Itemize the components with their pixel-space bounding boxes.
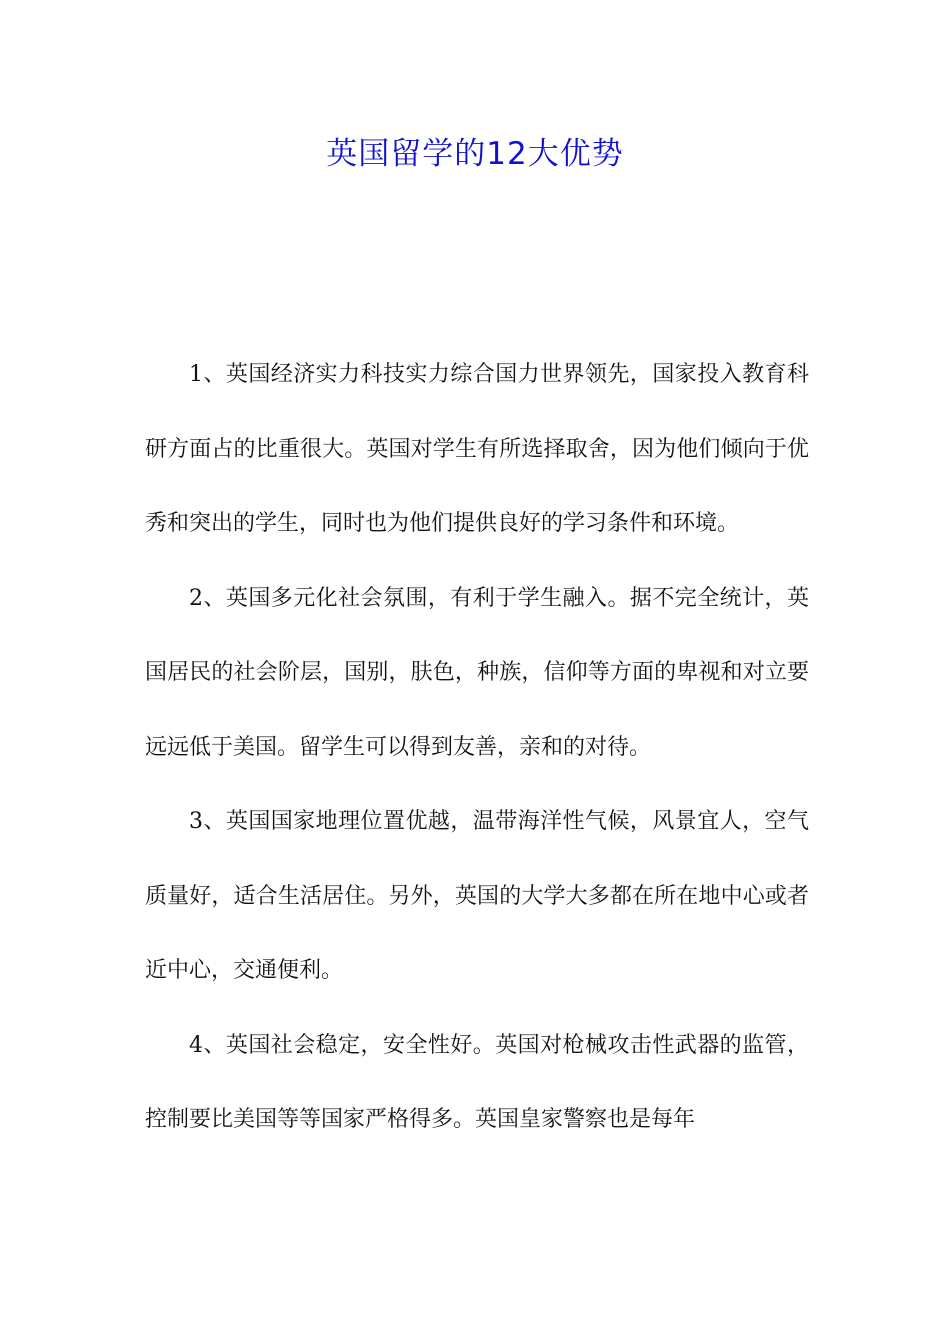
paragraph-1: 1、英国经济实力科技实力综合国力世界领先，国家投入教育科研方面占的比重很大。英国对学生有所选择取舍，因为他们倾向于优秀和突出的学生，同时也为他们提供良好的学习条件和环境。 [145,362,809,536]
paragraph-3: 3、英国国家地理位置优越，温带海洋性气候，风景宜人，空气质量好，适合生活居住。另外，英国的大学大多都在所在地中心或者近中心，交通便利。 [145,809,809,983]
paragraph-4: 4、英国社会稳定，安全性好。英国对枪械攻击性武器的监管，控制要比美国等等国家严格得多。英国皇家警察也是每年 [145,1032,809,1132]
paragraph-2: 2、英国多元化社会氛围，有利于学生融入。据不完全统计，英国居民的社会阶层，国别，肤色，种族，信仰等方面的卑视和对立要远远低于美国。留学生可以得到友善，亲和的对待。 [145,585,809,760]
document-title: 英国留学的12大优势 [326,136,624,172]
document-body [145,338,809,1158]
